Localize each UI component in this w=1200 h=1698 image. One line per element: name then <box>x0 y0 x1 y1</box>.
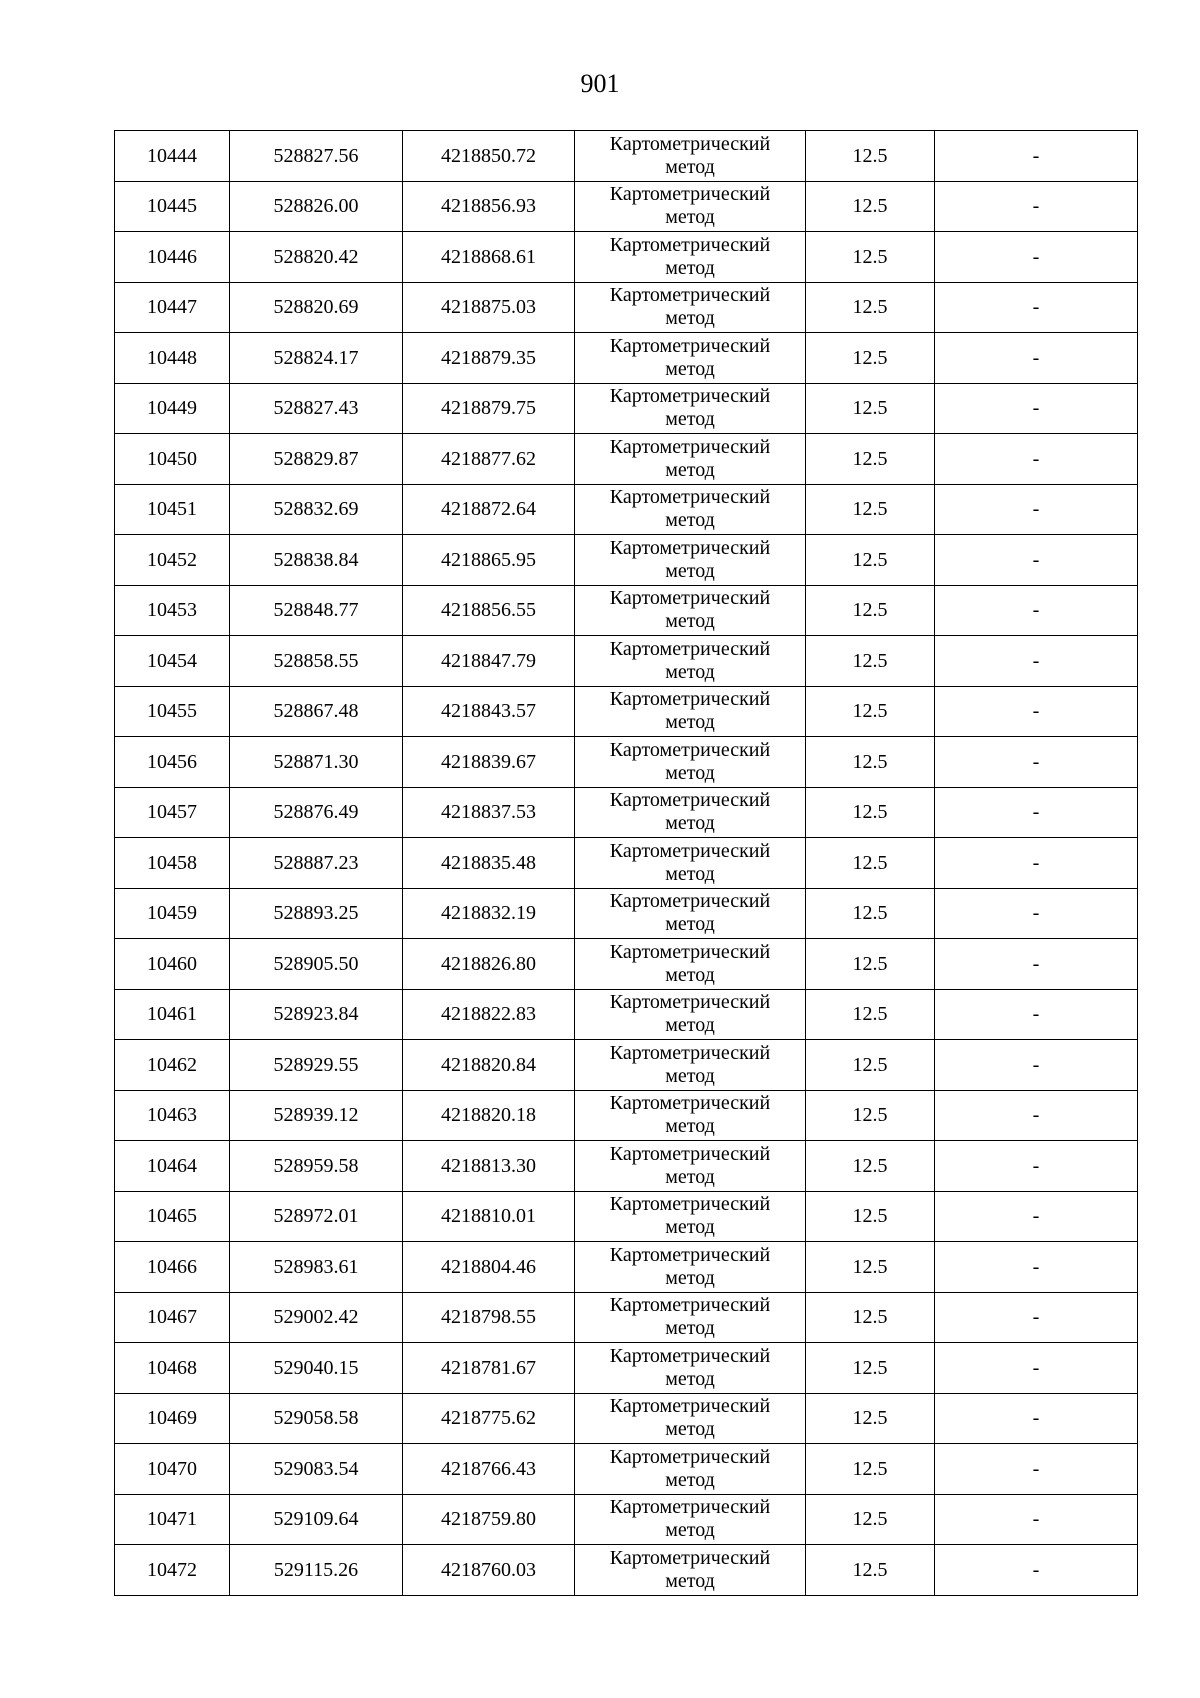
y-coordinate-cell: 4218877.62 <box>403 434 575 485</box>
method-line-2: метод <box>665 1367 715 1390</box>
x-coordinate-cell: 528832.69 <box>230 484 403 535</box>
point-number-cell: 10453 <box>115 585 230 636</box>
description-cell: - <box>935 434 1138 485</box>
table-row <box>115 383 1138 434</box>
accuracy-cell: 12.5 <box>806 888 935 939</box>
method-cell <box>575 737 806 788</box>
description-cell: - <box>935 636 1138 687</box>
y-coordinate-cell: 4218872.64 <box>403 484 575 535</box>
x-coordinate-cell: 528871.30 <box>230 737 403 788</box>
method-cell <box>575 1040 806 1091</box>
method-line-2: метод <box>665 206 715 229</box>
method-line-1: Картометрический <box>609 738 771 761</box>
method-line-2: метод <box>665 1165 715 1188</box>
accuracy-cell: 12.5 <box>806 1494 935 1545</box>
method-line-2: метод <box>665 1468 715 1491</box>
method-cell <box>575 1494 806 1545</box>
accuracy-cell: 12.5 <box>806 787 935 838</box>
accuracy-cell: 12.5 <box>806 181 935 232</box>
method-line-1: Картометрический <box>609 890 771 913</box>
y-coordinate-cell: 4218868.61 <box>403 232 575 283</box>
table-row <box>115 686 1138 737</box>
description-cell: - <box>935 383 1138 434</box>
table-row <box>115 232 1138 283</box>
table-row <box>115 333 1138 384</box>
method-line-1: Картометрический <box>609 183 771 206</box>
accuracy-cell: 12.5 <box>806 484 935 535</box>
x-coordinate-cell: 529115.26 <box>230 1545 403 1596</box>
description-cell: - <box>935 1343 1138 1394</box>
description-cell: - <box>935 888 1138 939</box>
x-coordinate-cell: 529058.58 <box>230 1393 403 1444</box>
method-cell <box>575 181 806 232</box>
point-number-cell: 10468 <box>115 1343 230 1394</box>
x-coordinate-cell: 528929.55 <box>230 1040 403 1091</box>
y-coordinate-cell: 4218822.83 <box>403 989 575 1040</box>
accuracy-cell: 12.5 <box>806 1444 935 1495</box>
method-line-2: метод <box>665 559 715 582</box>
method-cell <box>575 484 806 535</box>
point-number-cell: 10457 <box>115 787 230 838</box>
coordinates-table <box>114 130 1138 1596</box>
table-row <box>115 1494 1138 1545</box>
method-line-1: Картометрический <box>609 1193 771 1216</box>
description-cell: - <box>935 333 1138 384</box>
y-coordinate-cell: 4218856.93 <box>403 181 575 232</box>
description-cell: - <box>935 1292 1138 1343</box>
point-number-cell: 10452 <box>115 535 230 586</box>
point-number-cell: 10461 <box>115 989 230 1040</box>
x-coordinate-cell: 529109.64 <box>230 1494 403 1545</box>
x-coordinate-cell: 528867.48 <box>230 686 403 737</box>
table-row <box>115 1141 1138 1192</box>
description-cell: - <box>935 737 1138 788</box>
method-line-2: метод <box>665 1266 715 1289</box>
method-line-2: метод <box>665 155 715 178</box>
method-line-2: метод <box>665 610 715 633</box>
method-cell <box>575 434 806 485</box>
y-coordinate-cell: 4218775.62 <box>403 1393 575 1444</box>
table-row <box>115 1444 1138 1495</box>
method-cell <box>575 1393 806 1444</box>
description-cell: - <box>935 989 1138 1040</box>
accuracy-cell: 12.5 <box>806 232 935 283</box>
table-row <box>115 1040 1138 1091</box>
method-line-2: метод <box>665 307 715 330</box>
method-cell <box>575 1343 806 1394</box>
method-cell <box>575 636 806 687</box>
accuracy-cell: 12.5 <box>806 1292 935 1343</box>
method-line-1: Картометрический <box>609 789 771 812</box>
x-coordinate-cell: 528827.56 <box>230 131 403 182</box>
method-line-1: Картометрический <box>609 688 771 711</box>
x-coordinate-cell: 528820.42 <box>230 232 403 283</box>
y-coordinate-cell: 4218759.80 <box>403 1494 575 1545</box>
accuracy-cell: 12.5 <box>806 686 935 737</box>
accuracy-cell: 12.5 <box>806 989 935 1040</box>
accuracy-cell: 12.5 <box>806 1040 935 1091</box>
y-coordinate-cell: 4218760.03 <box>403 1545 575 1596</box>
method-cell <box>575 232 806 283</box>
method-cell <box>575 1141 806 1192</box>
method-cell <box>575 585 806 636</box>
accuracy-cell: 12.5 <box>806 939 935 990</box>
point-number-cell: 10444 <box>115 131 230 182</box>
description-cell: - <box>935 1393 1138 1444</box>
point-number-cell: 10451 <box>115 484 230 535</box>
method-line-1: Картометрический <box>609 435 771 458</box>
method-line-1: Картометрический <box>609 587 771 610</box>
x-coordinate-cell: 528826.00 <box>230 181 403 232</box>
table-row <box>115 1090 1138 1141</box>
point-number-cell: 10446 <box>115 232 230 283</box>
method-line-2: метод <box>665 913 715 936</box>
table-row <box>115 585 1138 636</box>
point-number-cell: 10463 <box>115 1090 230 1141</box>
y-coordinate-cell: 4218766.43 <box>403 1444 575 1495</box>
table-row <box>115 535 1138 586</box>
point-number-cell: 10450 <box>115 434 230 485</box>
accuracy-cell: 12.5 <box>806 838 935 889</box>
table-row <box>115 1545 1138 1596</box>
x-coordinate-cell: 529040.15 <box>230 1343 403 1394</box>
method-line-1: Картометрический <box>609 940 771 963</box>
y-coordinate-cell: 4218798.55 <box>403 1292 575 1343</box>
x-coordinate-cell: 528829.87 <box>230 434 403 485</box>
y-coordinate-cell: 4218843.57 <box>403 686 575 737</box>
method-cell <box>575 1545 806 1596</box>
method-cell <box>575 1090 806 1141</box>
method-cell <box>575 131 806 182</box>
method-cell <box>575 888 806 939</box>
y-coordinate-cell: 4218810.01 <box>403 1191 575 1242</box>
method-cell <box>575 838 806 889</box>
y-coordinate-cell: 4218813.30 <box>403 1141 575 1192</box>
x-coordinate-cell: 529083.54 <box>230 1444 403 1495</box>
method-cell <box>575 535 806 586</box>
table-row <box>115 131 1138 182</box>
description-cell: - <box>935 484 1138 535</box>
accuracy-cell: 12.5 <box>806 434 935 485</box>
method-cell <box>575 383 806 434</box>
point-number-cell: 10448 <box>115 333 230 384</box>
method-line-2: метод <box>665 711 715 734</box>
method-cell <box>575 989 806 1040</box>
point-number-cell: 10465 <box>115 1191 230 1242</box>
method-line-1: Картометрический <box>609 536 771 559</box>
method-line-1: Картометрический <box>609 1294 771 1317</box>
x-coordinate-cell: 529002.42 <box>230 1292 403 1343</box>
x-coordinate-cell: 528838.84 <box>230 535 403 586</box>
point-number-cell: 10458 <box>115 838 230 889</box>
y-coordinate-cell: 4218820.18 <box>403 1090 575 1141</box>
x-coordinate-cell: 528972.01 <box>230 1191 403 1242</box>
accuracy-cell: 12.5 <box>806 1242 935 1293</box>
description-cell: - <box>935 535 1138 586</box>
accuracy-cell: 12.5 <box>806 1090 935 1141</box>
accuracy-cell: 12.5 <box>806 1545 935 1596</box>
y-coordinate-cell: 4218781.67 <box>403 1343 575 1394</box>
table-row <box>115 1191 1138 1242</box>
point-number-cell: 10466 <box>115 1242 230 1293</box>
method-line-2: метод <box>665 1064 715 1087</box>
accuracy-cell: 12.5 <box>806 636 935 687</box>
y-coordinate-cell: 4218856.55 <box>403 585 575 636</box>
description-cell: - <box>935 1242 1138 1293</box>
x-coordinate-cell: 528827.43 <box>230 383 403 434</box>
table-row <box>115 787 1138 838</box>
description-cell: - <box>935 1191 1138 1242</box>
description-cell: - <box>935 282 1138 333</box>
method-cell <box>575 1292 806 1343</box>
point-number-cell: 10459 <box>115 888 230 939</box>
table-row <box>115 939 1138 990</box>
method-cell <box>575 1242 806 1293</box>
x-coordinate-cell: 528824.17 <box>230 333 403 384</box>
y-coordinate-cell: 4218875.03 <box>403 282 575 333</box>
method-line-2: метод <box>665 357 715 380</box>
description-cell: - <box>935 1090 1138 1141</box>
x-coordinate-cell: 528893.25 <box>230 888 403 939</box>
description-cell: - <box>935 1444 1138 1495</box>
point-number-cell: 10456 <box>115 737 230 788</box>
method-line-1: Картометрический <box>609 132 771 155</box>
point-number-cell: 10455 <box>115 686 230 737</box>
method-line-2: метод <box>665 1014 715 1037</box>
method-line-1: Картометрический <box>609 637 771 660</box>
y-coordinate-cell: 4218850.72 <box>403 131 575 182</box>
method-line-1: Картометрический <box>609 1092 771 1115</box>
coordinates-table-body <box>115 131 1138 1596</box>
x-coordinate-cell: 528959.58 <box>230 1141 403 1192</box>
method-line-2: метод <box>665 1216 715 1239</box>
y-coordinate-cell: 4218832.19 <box>403 888 575 939</box>
description-cell: - <box>935 838 1138 889</box>
method-line-2: метод <box>665 256 715 279</box>
method-line-1: Картометрический <box>609 1496 771 1519</box>
description-cell: - <box>935 939 1138 990</box>
accuracy-cell: 12.5 <box>806 535 935 586</box>
point-number-cell: 10454 <box>115 636 230 687</box>
x-coordinate-cell: 528876.49 <box>230 787 403 838</box>
table-row <box>115 838 1138 889</box>
table-row <box>115 636 1138 687</box>
accuracy-cell: 12.5 <box>806 737 935 788</box>
method-line-2: метод <box>665 1569 715 1592</box>
method-line-2: метод <box>665 812 715 835</box>
table-row <box>115 989 1138 1040</box>
y-coordinate-cell: 4218879.35 <box>403 333 575 384</box>
x-coordinate-cell: 528858.55 <box>230 636 403 687</box>
point-number-cell: 10471 <box>115 1494 230 1545</box>
page-number: 901 <box>580 69 620 98</box>
accuracy-cell: 12.5 <box>806 333 935 384</box>
accuracy-cell: 12.5 <box>806 383 935 434</box>
table-row <box>115 434 1138 485</box>
method-cell <box>575 939 806 990</box>
method-line-2: метод <box>665 458 715 481</box>
x-coordinate-cell: 528923.84 <box>230 989 403 1040</box>
description-cell: - <box>935 181 1138 232</box>
x-coordinate-cell: 528887.23 <box>230 838 403 889</box>
point-number-cell: 10445 <box>115 181 230 232</box>
accuracy-cell: 12.5 <box>806 282 935 333</box>
y-coordinate-cell: 4218826.80 <box>403 939 575 990</box>
method-cell <box>575 333 806 384</box>
method-cell <box>575 1191 806 1242</box>
method-line-2: метод <box>665 1519 715 1542</box>
point-number-cell: 10467 <box>115 1292 230 1343</box>
description-cell: - <box>935 1545 1138 1596</box>
method-line-2: метод <box>665 1115 715 1138</box>
y-coordinate-cell: 4218837.53 <box>403 787 575 838</box>
x-coordinate-cell: 528848.77 <box>230 585 403 636</box>
method-line-1: Картометрический <box>609 334 771 357</box>
method-cell <box>575 282 806 333</box>
description-cell: - <box>935 131 1138 182</box>
method-line-1: Картометрический <box>609 839 771 862</box>
table-row <box>115 737 1138 788</box>
x-coordinate-cell: 528820.69 <box>230 282 403 333</box>
method-line-1: Картометрический <box>609 991 771 1014</box>
table-row <box>115 1292 1138 1343</box>
method-line-1: Картометрический <box>609 1395 771 1418</box>
table-row <box>115 888 1138 939</box>
table-row <box>115 484 1138 535</box>
method-line-1: Картометрический <box>609 1445 771 1468</box>
y-coordinate-cell: 4218865.95 <box>403 535 575 586</box>
accuracy-cell: 12.5 <box>806 585 935 636</box>
y-coordinate-cell: 4218835.48 <box>403 838 575 889</box>
method-line-1: Картометрический <box>609 486 771 509</box>
y-coordinate-cell: 4218879.75 <box>403 383 575 434</box>
method-line-2: метод <box>665 509 715 532</box>
point-number-cell: 10470 <box>115 1444 230 1495</box>
accuracy-cell: 12.5 <box>806 1343 935 1394</box>
method-cell <box>575 1444 806 1495</box>
description-cell: - <box>935 686 1138 737</box>
method-line-1: Картометрический <box>609 1041 771 1064</box>
point-number-cell: 10449 <box>115 383 230 434</box>
point-number-cell: 10464 <box>115 1141 230 1192</box>
description-cell: - <box>935 585 1138 636</box>
method-line-1: Картометрический <box>609 1344 771 1367</box>
description-cell: - <box>935 1040 1138 1091</box>
point-number-cell: 10472 <box>115 1545 230 1596</box>
method-line-1: Картометрический <box>609 233 771 256</box>
table-row <box>115 1242 1138 1293</box>
y-coordinate-cell: 4218839.67 <box>403 737 575 788</box>
method-line-1: Картометрический <box>609 385 771 408</box>
table-row <box>115 1343 1138 1394</box>
method-line-2: метод <box>665 761 715 784</box>
method-line-2: метод <box>665 862 715 885</box>
method-line-2: метод <box>665 660 715 683</box>
method-line-1: Картометрический <box>609 1546 771 1569</box>
y-coordinate-cell: 4218804.46 <box>403 1242 575 1293</box>
y-coordinate-cell: 4218847.79 <box>403 636 575 687</box>
method-line-2: метод <box>665 1317 715 1340</box>
y-coordinate-cell: 4218820.84 <box>403 1040 575 1091</box>
method-cell <box>575 787 806 838</box>
description-cell: - <box>935 1141 1138 1192</box>
x-coordinate-cell: 528905.50 <box>230 939 403 990</box>
method-line-1: Картометрический <box>609 1243 771 1266</box>
table-row <box>115 282 1138 333</box>
accuracy-cell: 12.5 <box>806 1191 935 1242</box>
method-line-2: метод <box>665 1418 715 1441</box>
method-line-2: метод <box>665 963 715 986</box>
x-coordinate-cell: 528939.12 <box>230 1090 403 1141</box>
method-cell <box>575 686 806 737</box>
accuracy-cell: 12.5 <box>806 131 935 182</box>
description-cell: - <box>935 787 1138 838</box>
table-row <box>115 181 1138 232</box>
accuracy-cell: 12.5 <box>806 1141 935 1192</box>
point-number-cell: 10469 <box>115 1393 230 1444</box>
point-number-cell: 10447 <box>115 282 230 333</box>
method-line-1: Картометрический <box>609 1142 771 1165</box>
x-coordinate-cell: 528983.61 <box>230 1242 403 1293</box>
accuracy-cell: 12.5 <box>806 1393 935 1444</box>
table-row <box>115 1393 1138 1444</box>
point-number-cell: 10462 <box>115 1040 230 1091</box>
method-line-2: метод <box>665 408 715 431</box>
point-number-cell: 10460 <box>115 939 230 990</box>
method-line-1: Картометрический <box>609 284 771 307</box>
description-cell: - <box>935 232 1138 283</box>
description-cell: - <box>935 1494 1138 1545</box>
